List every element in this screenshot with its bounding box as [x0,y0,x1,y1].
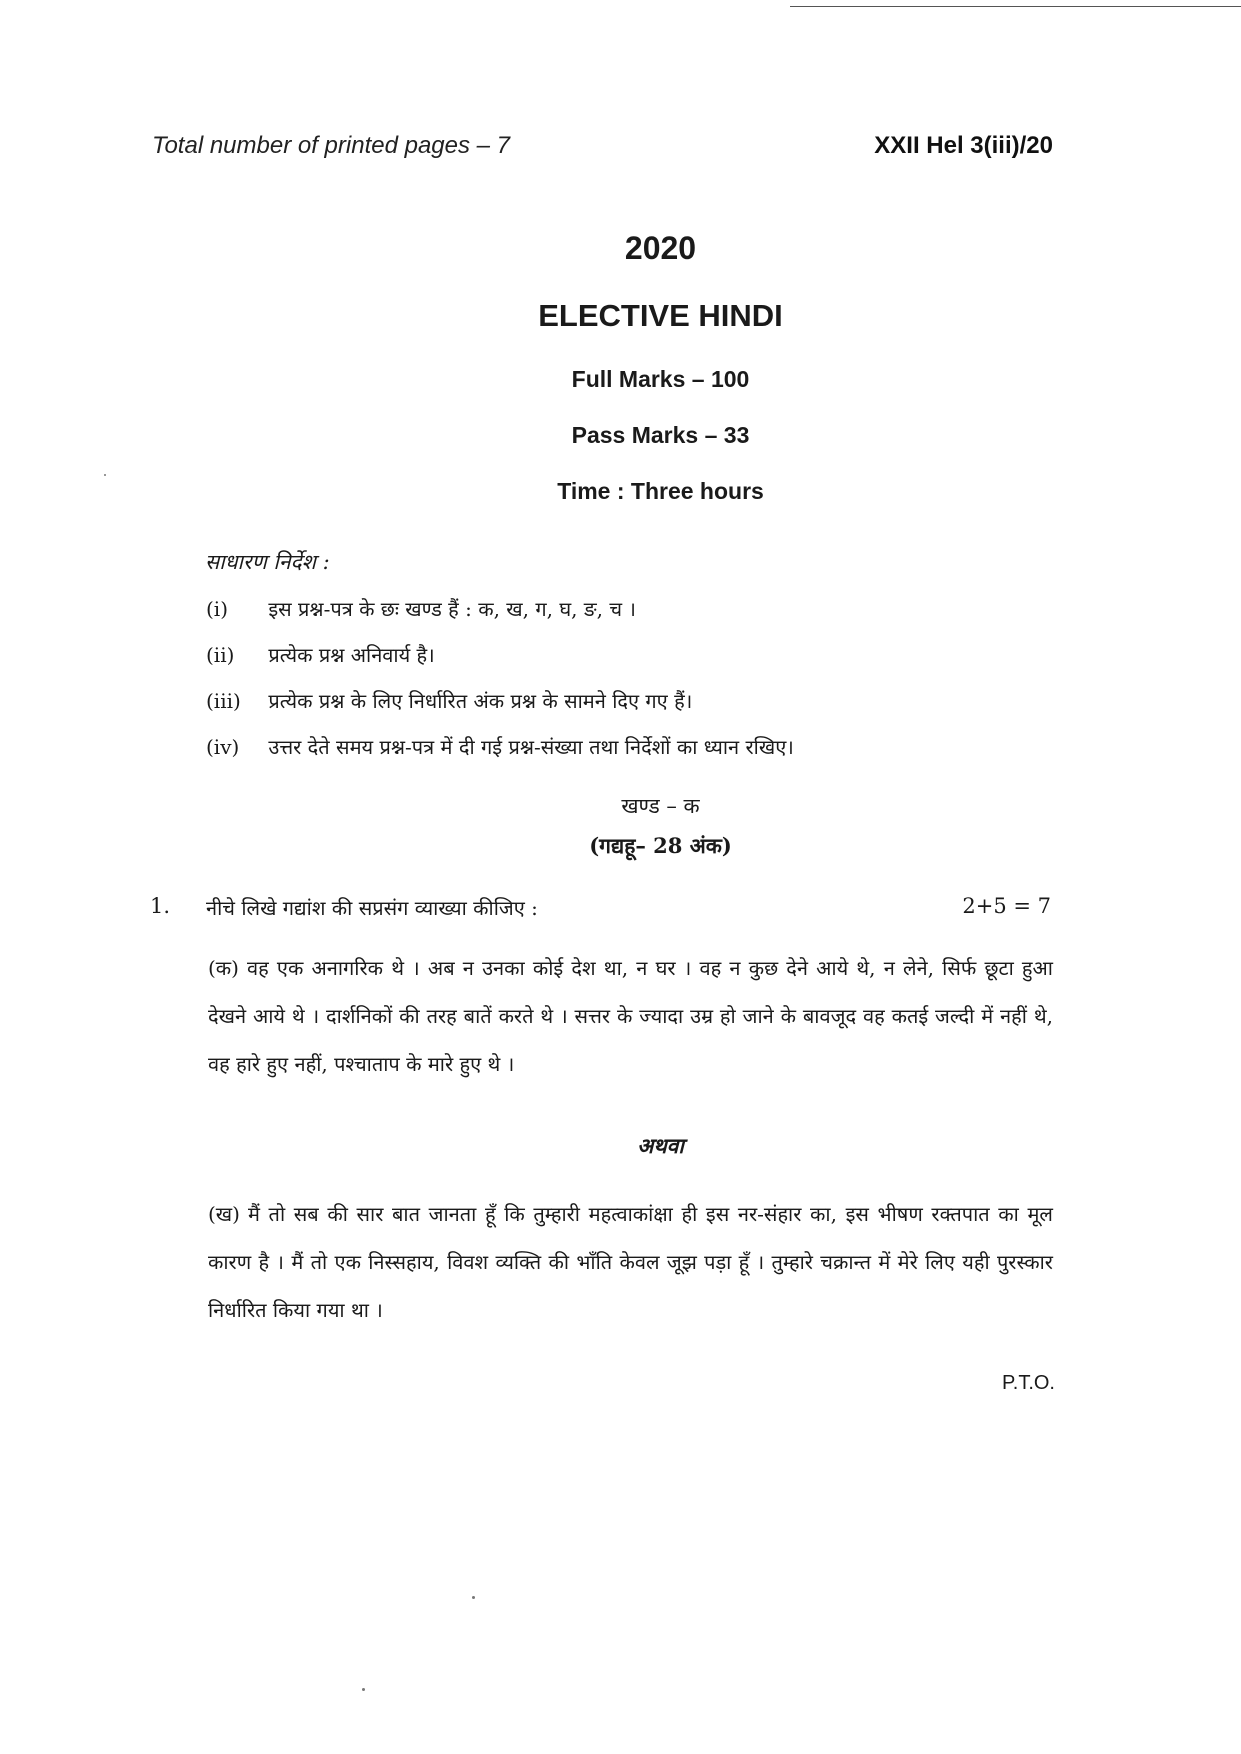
printed-pages-note: Total number of printed pages – 7 [152,132,511,159]
instruction-number: (iii) [206,689,241,713]
or-separator: अथवा [637,1133,684,1158]
top-rule [790,6,1241,7]
passage-a-label: (क) [208,956,239,980]
question-marks: 2+5 = 7 [962,894,1051,918]
passage-b [208,1190,1053,1334]
please-turn-over: P.T.O. [1002,1372,1055,1394]
instruction-text: प्रत्येक प्रश्न के लिए निर्धारित अंक प्रश्न के सामने दिए गए हैं। [268,689,693,713]
instruction-item [206,733,794,760]
exam-subject: ELECTIVE HINDI [538,298,783,333]
exam-year: 2020 [624,230,697,266]
section-marks: (गद्यहू– 28 अंक) [589,833,732,858]
scan-speck [104,474,106,476]
instruction-text: इस प्रश्न-पत्र के छः खण्ड हैं : क, ख, ग, घ, ङ, च । [268,597,636,621]
passage-b-label: (ख) [208,1202,240,1226]
question-number: 1. [150,894,171,918]
scan-speck [362,1688,365,1691]
full-marks: Full Marks – 100 [571,366,750,392]
question-text: नीचे लिखे गद्यांश की सप्रसंग व्याख्या कीजिए : [206,896,538,920]
instruction-item [206,687,692,714]
scan-speck [472,1596,475,1599]
instruction-text: उत्तर देते समय प्रश्न-पत्र में दी गई प्रश्न-संख्या तथा निर्देशों का ध्यान रखिए। [268,735,794,759]
instruction-item [206,595,636,622]
instruction-number: (i) [206,597,229,621]
passage-a [208,944,1053,1088]
instruction-number: (ii) [206,643,235,667]
instruction-number: (iv) [206,735,240,759]
exam-time: Time : Three hours [557,478,764,504]
passage-b-text: मैं तो सब की सार बात जानता हूँ कि तुम्हारी महत्वाकांक्षा ही इस नर-संहार का, इस भीषण रक्तपात का मूल कारण है । मैं तो एक निस्सहाय, विवश व्यक्ति की भाँति केवल जूझ पड़ा हूँ । तुम्हारे चक्रान्त में मेरे लिए यही पुरस्कार निर्धारित किया गया था । [208,1202,1053,1322]
instruction-item [206,641,435,668]
section-title: खण्ड – क [621,794,700,818]
general-instructions-title: साधारण निर्देश : [205,550,330,574]
instruction-text: प्रत्येक प्रश्न अनिवार्य है। [268,643,435,667]
paper-code: XXII Hel 3(iii)/20 [874,132,1053,159]
pass-marks: Pass Marks – 33 [571,422,750,448]
passage-a-text: वह एक अनागरिक थे । अब न उनका कोई देश था, न घर । वह न कुछ देने आये थे, न लेने, सिर्फ छूटा हुआ देखने आये थे । दार्शनिकों की तरह बातें करते थे । सत्तर के ज्यादा उम्र हो जाने के बावजूद वह कतई जल्दी में नहीं थे, वह हारे हुए नहीं, पश्चाताप के मारे हुए थे । [208,956,1053,1076]
